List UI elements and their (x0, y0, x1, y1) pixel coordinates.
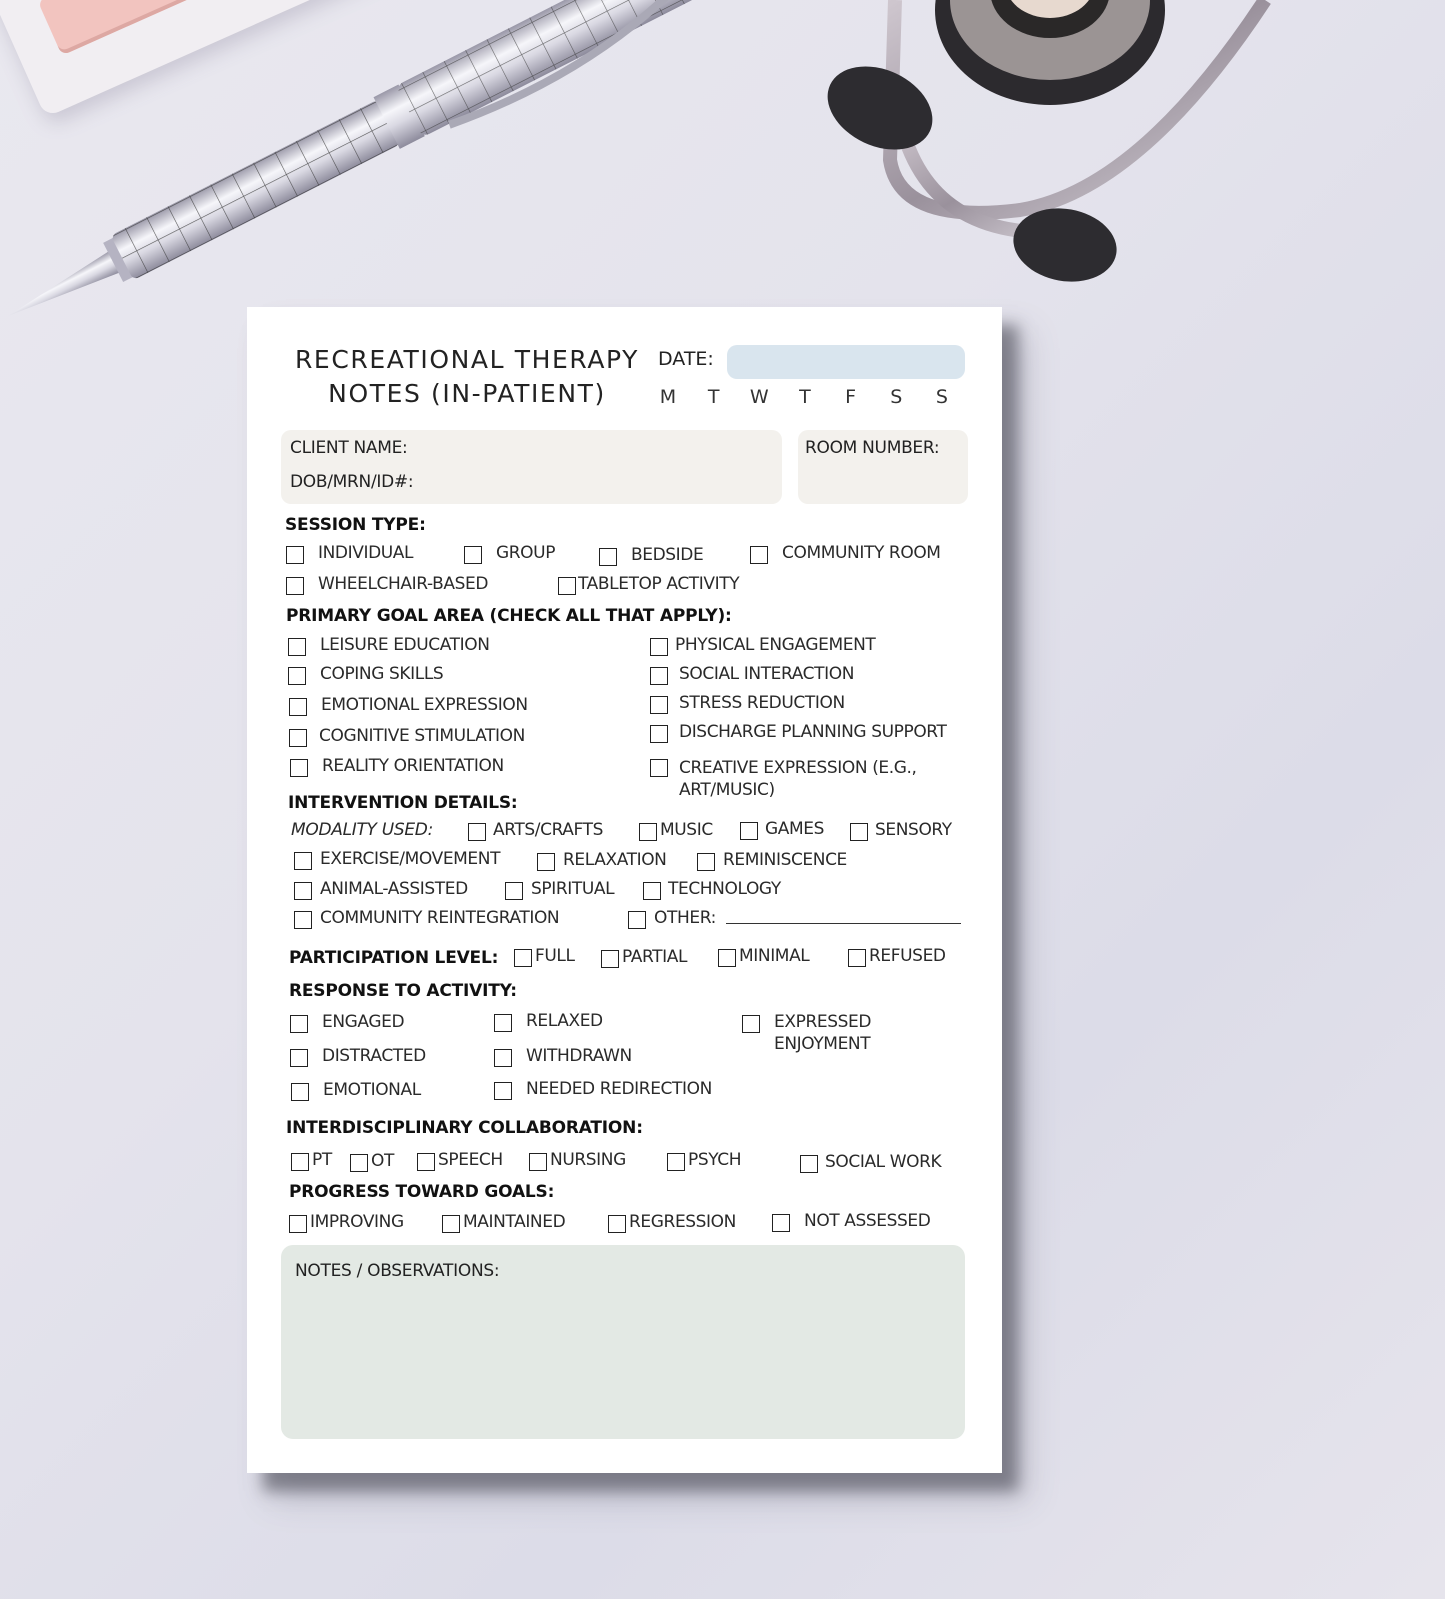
option-label: COMMUNITY REINTEGRATION (320, 908, 560, 928)
option-label: ANIMAL-ASSISTED (320, 879, 468, 899)
collab-social-work-checkbox[interactable] (800, 1153, 941, 1173)
option-label: LEISURE EDUCATION (320, 635, 490, 655)
goal-discharge-planning-checkbox[interactable] (650, 723, 946, 743)
checkbox-icon[interactable] (294, 882, 312, 900)
dob-label: DOB/MRN/ID#: (290, 472, 414, 492)
participation-refused-checkbox[interactable] (848, 947, 946, 967)
response-engaged-checkbox[interactable] (290, 1013, 404, 1033)
day-thursday[interactable]: T (799, 386, 811, 408)
progress-not-assessed-checkbox[interactable] (772, 1212, 930, 1232)
collab-psych-checkbox[interactable] (667, 1151, 741, 1171)
goal-physical-engagement-checkbox[interactable] (650, 636, 875, 656)
checkbox-icon[interactable] (850, 823, 868, 841)
checkbox-icon[interactable] (514, 949, 532, 967)
room-number-label: ROOM NUMBER: (805, 438, 940, 458)
option-label: ARTS/CRAFTS (493, 820, 603, 840)
checkbox-icon[interactable] (286, 546, 304, 564)
session-bedside-checkbox[interactable] (599, 546, 703, 566)
checkbox-icon[interactable] (294, 852, 312, 870)
checkbox-icon[interactable] (742, 1015, 760, 1033)
progress-heading: PROGRESS TOWARD GOALS: (289, 1182, 555, 1202)
primary-goal-heading: PRIMARY GOAL AREA (CHECK ALL THAT APPLY): (286, 606, 732, 626)
option-label: DISCHARGE PLANNING SUPPORT (679, 722, 947, 742)
session-wheelchair-checkbox[interactable] (286, 575, 488, 595)
modality-music-checkbox[interactable] (639, 821, 713, 841)
goal-creative-expression-checkbox[interactable] (650, 757, 917, 801)
option-label: INDIVIDUAL (318, 543, 414, 563)
response-withdrawn-checkbox[interactable] (494, 1047, 632, 1067)
option-label: EMOTIONAL EXPRESSION (321, 695, 528, 715)
session-type-heading: SESSION TYPE: (285, 515, 426, 535)
notes-observations-field[interactable] (281, 1245, 965, 1439)
session-community-room-checkbox[interactable] (750, 544, 941, 564)
progress-regression-checkbox[interactable] (608, 1213, 736, 1233)
other-modality-line[interactable] (726, 923, 961, 924)
checkbox-icon[interactable] (639, 823, 657, 841)
goal-leisure-education-checkbox[interactable] (288, 636, 490, 656)
checkbox-icon[interactable] (718, 949, 736, 967)
session-individual-checkbox[interactable] (286, 544, 413, 564)
therapy-notes-form (247, 307, 1002, 1473)
checkbox-icon[interactable] (650, 696, 668, 714)
goal-coping-skills-checkbox[interactable] (288, 665, 443, 685)
modality-label: MODALITY USED: (291, 820, 434, 840)
checkbox-icon[interactable] (750, 546, 768, 564)
modality-animal-assisted-checkbox[interactable] (294, 880, 468, 900)
form-title (277, 343, 657, 411)
intervention-heading: INTERVENTION DETAILS: (288, 793, 518, 813)
option-label: STRESS REDUCTION (679, 693, 845, 713)
option-label-line2: ART/MUSIC) (679, 780, 775, 800)
option-label: PARTIAL (622, 947, 688, 967)
day-tuesday[interactable]: T (707, 386, 720, 408)
option-label: REMINISCENCE (723, 850, 847, 870)
session-group-checkbox[interactable] (464, 544, 555, 564)
checkbox-icon[interactable] (290, 759, 308, 777)
option-label: MINIMAL (739, 946, 810, 966)
option-label: EMOTIONAL (323, 1080, 421, 1100)
response-needed-redirection-checkbox[interactable] (494, 1080, 712, 1100)
session-tabletop-checkbox[interactable] (558, 575, 739, 595)
goal-social-interaction-checkbox[interactable] (650, 665, 854, 685)
option-label: PSYCH (688, 1150, 742, 1170)
option-label: ENGAGED (322, 1012, 405, 1032)
goal-cognitive-stimulation-checkbox[interactable] (289, 727, 525, 747)
pen-icon (0, 0, 720, 330)
checkbox-icon[interactable] (350, 1154, 368, 1172)
option-label: WHEELCHAIR-BASED (318, 574, 489, 594)
progress-maintained-checkbox[interactable] (442, 1213, 565, 1233)
checkbox-icon[interactable] (650, 667, 668, 685)
checkbox-icon[interactable] (505, 882, 523, 900)
day-friday[interactable]: F (845, 386, 857, 408)
checkbox-icon[interactable] (772, 1214, 790, 1232)
option-label: COGNITIVE STIMULATION (319, 726, 525, 746)
option-label: NOT ASSESSED (804, 1211, 931, 1231)
option-label: RELAXED (526, 1011, 603, 1031)
option-label: SENSORY (875, 820, 952, 840)
modality-technology-checkbox[interactable] (643, 880, 781, 900)
checkbox-icon[interactable] (289, 729, 307, 747)
checkbox-icon[interactable] (289, 1215, 307, 1233)
participation-minimal-checkbox[interactable] (718, 947, 809, 967)
goal-stress-reduction-checkbox[interactable] (650, 694, 845, 714)
checkbox-icon[interactable] (537, 853, 555, 871)
option-label-line1: CREATIVE EXPRESSION (E.G., (679, 758, 917, 778)
response-emotional-checkbox[interactable] (291, 1081, 421, 1101)
option-label: MUSIC (660, 820, 713, 840)
title-line-1: RECREATIONAL THERAPY (294, 345, 640, 374)
checkbox-icon[interactable] (288, 667, 306, 685)
checkbox-icon[interactable] (628, 911, 646, 929)
option-label: NURSING (550, 1150, 626, 1170)
participation-full-checkbox[interactable] (514, 947, 575, 967)
checkbox-icon[interactable] (494, 1049, 512, 1067)
checkbox-icon[interactable] (650, 638, 668, 656)
option-label: FULL (535, 946, 575, 966)
option-label: SPEECH (438, 1150, 503, 1170)
option-label: SOCIAL INTERACTION (679, 664, 855, 684)
date-field[interactable] (727, 345, 965, 379)
checkbox-icon[interactable] (291, 1153, 309, 1171)
option-label: REFUSED (869, 946, 946, 966)
modality-relaxation-checkbox[interactable] (537, 851, 667, 871)
collaboration-heading: INTERDISCIPLINARY COLLABORATION: (286, 1118, 643, 1138)
option-label: SPIRITUAL (531, 879, 615, 899)
checkbox-icon[interactable] (290, 1049, 308, 1067)
goal-reality-orientation-checkbox[interactable] (290, 757, 504, 777)
option-label: REALITY ORIENTATION (322, 756, 504, 776)
stethoscope-icon (820, 0, 1300, 290)
checkbox-icon[interactable] (740, 822, 758, 840)
modality-sensory-checkbox[interactable] (850, 821, 952, 841)
checkbox-icon[interactable] (494, 1082, 512, 1100)
option-label: IMPROVING (310, 1212, 404, 1232)
checkbox-icon[interactable] (494, 1014, 512, 1032)
title-line-2: NOTES (IN-PATIENT) (328, 379, 606, 408)
checkbox-icon[interactable] (800, 1155, 818, 1173)
day-saturday[interactable]: S (890, 386, 903, 408)
option-label: PHYSICAL ENGAGEMENT (675, 635, 876, 655)
checkbox-icon[interactable] (442, 1215, 460, 1233)
date-label: DATE: (658, 348, 714, 370)
option-label: BEDSIDE (631, 545, 704, 565)
participation-partial-checkbox[interactable] (601, 948, 687, 968)
checkbox-icon[interactable] (601, 950, 619, 968)
checkbox-icon[interactable] (599, 548, 617, 566)
option-label: TABLETOP ACTIVITY (578, 574, 740, 594)
modality-other-checkbox[interactable] (628, 909, 716, 929)
option-label (774, 1011, 871, 1055)
option-label: OT (371, 1151, 394, 1171)
participation-heading: PARTICIPATION LEVEL: (289, 948, 499, 968)
option-label: WITHDRAWN (526, 1046, 632, 1066)
day-wednesday[interactable]: W (749, 386, 769, 408)
checkbox-icon[interactable] (529, 1153, 547, 1171)
option-label: MAINTAINED (463, 1212, 566, 1232)
room-number-field[interactable] (798, 430, 968, 504)
checkbox-icon[interactable] (643, 882, 661, 900)
checkbox-icon[interactable] (848, 949, 866, 967)
option-label: RELAXATION (563, 850, 667, 870)
checkbox-icon[interactable] (286, 577, 304, 595)
modality-arts-crafts-checkbox[interactable] (468, 821, 603, 841)
checkbox-icon[interactable] (650, 725, 668, 743)
modality-reminiscence-checkbox[interactable] (697, 851, 847, 871)
weekday-selector (655, 386, 955, 408)
checkbox-icon[interactable] (667, 1153, 685, 1171)
day-sunday[interactable]: S (935, 386, 948, 408)
modality-community-reintegration-checkbox[interactable] (294, 909, 559, 929)
option-label: DISTRACTED (322, 1046, 426, 1066)
option-label: GROUP (496, 543, 556, 563)
day-monday[interactable]: M (659, 386, 677, 408)
checkbox-icon[interactable] (294, 911, 312, 929)
response-expressed-enjoyment-checkbox[interactable] (742, 1013, 871, 1055)
checkbox-icon[interactable] (608, 1215, 626, 1233)
client-info-field[interactable] (281, 430, 782, 504)
collab-pt-checkbox[interactable] (291, 1151, 332, 1171)
option-label: REGRESSION (629, 1212, 736, 1232)
option-label: COPING SKILLS (320, 664, 444, 684)
option-label-line2: ENJOYMENT (774, 1034, 871, 1054)
progress-improving-checkbox[interactable] (289, 1213, 404, 1233)
checkbox-icon[interactable] (464, 546, 482, 564)
response-distracted-checkbox[interactable] (290, 1047, 426, 1067)
goal-emotional-expression-checkbox[interactable] (289, 696, 528, 716)
checkbox-icon[interactable] (290, 1015, 308, 1033)
client-name-label: CLIENT NAME: (290, 438, 408, 458)
checkbox-icon[interactable] (650, 759, 668, 777)
checkbox-icon[interactable] (558, 577, 576, 595)
response-heading: RESPONSE TO ACTIVITY: (289, 981, 517, 1001)
collab-ot-checkbox[interactable] (350, 1152, 394, 1172)
option-label-line1: EXPRESSED (774, 1012, 872, 1032)
option-label: NEEDED REDIRECTION (526, 1079, 712, 1099)
checkbox-icon[interactable] (289, 698, 307, 716)
option-label: PT (312, 1150, 332, 1170)
option-label: EXERCISE/MOVEMENT (320, 849, 501, 869)
checkbox-icon[interactable] (468, 823, 486, 841)
option-label (679, 757, 917, 801)
option-label: COMMUNITY ROOM (782, 543, 941, 563)
checkbox-icon[interactable] (288, 638, 306, 656)
option-label: TECHNOLOGY (668, 879, 781, 899)
option-label: SOCIAL WORK (825, 1152, 942, 1172)
collab-speech-checkbox[interactable] (417, 1151, 503, 1171)
option-label: GAMES (765, 819, 825, 839)
checkbox-icon[interactable] (291, 1083, 309, 1101)
checkbox-icon[interactable] (697, 853, 715, 871)
response-relaxed-checkbox[interactable] (494, 1012, 603, 1032)
modality-exercise-checkbox[interactable] (294, 850, 500, 870)
modality-games-checkbox[interactable] (740, 820, 824, 840)
notes-label: NOTES / OBSERVATIONS: (295, 1261, 500, 1281)
checkbox-icon[interactable] (417, 1153, 435, 1171)
collab-nursing-checkbox[interactable] (529, 1151, 626, 1171)
option-label: OTHER: (654, 908, 716, 928)
modality-spiritual-checkbox[interactable] (505, 880, 614, 900)
